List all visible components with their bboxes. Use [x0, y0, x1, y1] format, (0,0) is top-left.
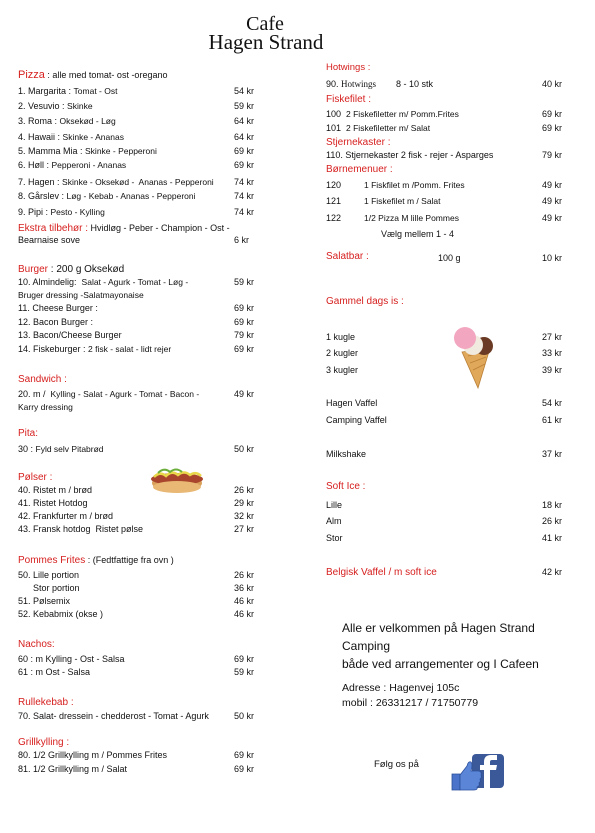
item-price: 69 kr	[234, 344, 255, 354]
item-price: 69 kr	[234, 654, 255, 664]
menu-item	[326, 516, 342, 526]
menu-item	[326, 213, 459, 223]
hotwings-title: Hotwings :	[326, 62, 371, 73]
item-name: 52. Kebabmix (okse )	[18, 609, 104, 619]
menu-item	[18, 583, 80, 593]
menu-item	[18, 654, 125, 664]
item-price: 69 kr	[234, 160, 255, 170]
item-name: 20. m /	[18, 389, 51, 399]
hotdog-image	[150, 461, 204, 495]
item-name: 121	[326, 196, 342, 206]
item-price: 74 kr	[234, 177, 255, 187]
menu-item	[326, 196, 441, 206]
hotwings-price: 40 kr	[542, 79, 563, 89]
salatbar-price: 10 kr	[542, 253, 563, 263]
contact-info	[342, 681, 478, 711]
facebook-like-icon[interactable]	[450, 752, 506, 792]
item-desc: 2 Fiskefiletter m/ Salat	[346, 123, 431, 133]
menu-item	[326, 348, 358, 358]
item-name: 10. Almindelig:	[18, 277, 82, 287]
item-price: 69 kr	[542, 109, 563, 119]
address: Adresse : Hagenvej 105c	[342, 682, 460, 694]
menu-item	[326, 449, 366, 459]
extra-line2: Bearnaise sove	[18, 235, 81, 245]
item-name: 100	[326, 109, 347, 119]
item-name: 42. Frankfurter m / brød	[18, 511, 114, 521]
menu-item	[18, 444, 104, 454]
item-name: 13. Bacon/Cheese Burger	[18, 330, 122, 340]
item-desc: Skinke	[67, 101, 93, 111]
item-price: 33 kr	[542, 348, 563, 358]
pommes-title: Pommes Frites	[18, 555, 86, 566]
cafe-name: Hagen Strand	[208, 30, 324, 54]
menu-item	[18, 750, 167, 760]
item-name: Stor portion	[18, 583, 80, 593]
item-name: 3 kugler	[326, 365, 359, 375]
gammel-title: Gammel dags is :	[326, 296, 404, 307]
item-desc: Skinke - Ananas	[62, 132, 124, 142]
item-price: 64 kr	[234, 132, 255, 142]
item-price: 54 kr	[542, 398, 563, 408]
item-desc: 1 Fiskfilet m /Pomm. Frites	[364, 180, 465, 190]
item-desc: Pepperoni - Ananas	[51, 160, 127, 170]
welcome-line-3: både ved arrangementer og I Cafeen	[342, 657, 539, 671]
item-name: 43. Fransk hotdog Ristet pølse	[18, 524, 144, 534]
item-name: Milkshake	[326, 449, 367, 459]
item-name: 1 kugle	[326, 332, 356, 342]
item-price: 69 kr	[234, 750, 255, 760]
menu-item	[18, 86, 117, 96]
grill-title: Grillkylling :	[18, 737, 70, 748]
item-price: 26 kr	[542, 516, 563, 526]
menu-item	[18, 667, 90, 677]
item-name: 40. Ristet m / brød	[18, 485, 93, 495]
item-price: 79 kr	[234, 330, 255, 340]
belgisk-price: 42 kr	[542, 567, 563, 577]
hotwings-desc: 8 - 10 stk	[396, 79, 434, 89]
item-price: 46 kr	[234, 596, 255, 606]
item-desc: Skinke - Oksekød - Ananas - Pepperoni	[62, 177, 214, 187]
menu-item	[18, 402, 73, 412]
menu-item	[18, 132, 124, 142]
item-price: 39 kr	[542, 365, 563, 375]
menu-item	[326, 109, 459, 119]
item-price: 27 kr	[542, 332, 563, 342]
item-desc: 1/2 Pizza M lille Pommes	[364, 213, 459, 223]
item-price: 18 kr	[542, 500, 563, 510]
menu-item	[326, 415, 387, 425]
item-price: 69 kr	[234, 764, 255, 774]
item-name: 30 :	[18, 444, 36, 454]
menu-item	[18, 303, 100, 313]
hotwings-row	[326, 79, 434, 89]
rullekebab-title: Rullekebab :	[18, 697, 74, 708]
menu-item	[326, 500, 342, 510]
item-desc: Salat - Agurk - Tomat - Løg -	[81, 277, 189, 287]
item-name: 14. Fiskeburger :	[18, 344, 89, 354]
item-desc: Tomat - Ost	[73, 86, 118, 96]
menu-item	[326, 123, 430, 133]
item-name: 51. Pølsemix	[18, 596, 71, 606]
menu-item	[326, 332, 355, 342]
belgisk-title: Belgisk Vaffel / m soft ice	[326, 567, 437, 578]
item-price: 59 kr	[234, 277, 255, 287]
born-title: Børnemenuer :	[326, 164, 393, 175]
item-price: 27 kr	[234, 524, 255, 534]
item-name: 110. Stjernekaster 2 fisk - rejer - Asparges	[326, 150, 494, 160]
softice-title: Soft Ice :	[326, 481, 366, 492]
item-name: 120	[326, 180, 342, 190]
menu-item	[18, 764, 127, 774]
born-note: Vælg mellem 1 - 4	[381, 229, 455, 239]
item-desc: Karry dressing	[18, 402, 73, 412]
item-price: 59 kr	[234, 101, 255, 111]
menu-item	[18, 101, 93, 111]
item-desc: 2 fisk - salat - lidt rejer	[88, 344, 172, 354]
salatbar-title: Salatbar :	[326, 251, 369, 262]
item-name: 70. Salat- dressein - chedderost - Tomat - Agurk	[18, 711, 209, 721]
salatbar-desc: 100 g	[438, 253, 461, 263]
item-name: 2. Vesuvio :	[18, 101, 68, 111]
item-price: 37 kr	[542, 449, 563, 459]
item-desc: Løg - Kebab - Ananas - Pepperoni	[66, 191, 196, 201]
menu-item	[326, 365, 358, 375]
item-desc: 1 Fiskefilet m / Salat	[364, 196, 441, 206]
item-name: 9. Pipi :	[18, 207, 51, 217]
item-name: 11. Cheese Burger :	[18, 303, 101, 313]
burger-subtitle: : 200 g Oksekød	[48, 264, 125, 275]
item-name: 4. Hawaii :	[18, 132, 63, 142]
menu-item	[18, 146, 157, 156]
extra-desc: Hvidløg - Peber - Champion - Ost -	[88, 223, 230, 233]
menu-item	[18, 177, 214, 187]
item-name: 81. 1/2 Grillkylling m / Salat	[18, 764, 128, 774]
menu-item	[18, 711, 209, 721]
item-price: 50 kr	[234, 711, 255, 721]
menu-item	[18, 277, 188, 287]
menu-item	[18, 389, 199, 399]
item-price: 41 kr	[542, 533, 563, 543]
item-price: 49 kr	[542, 196, 563, 206]
item-price: 26 kr	[234, 570, 255, 580]
pizza-title: Pizza	[18, 69, 45, 81]
item-desc: Pesto - Kylling	[50, 207, 105, 217]
welcome-line-2: Camping	[342, 639, 391, 653]
item-price: 69 kr	[234, 303, 255, 313]
item-price: 64 kr	[234, 116, 255, 126]
nachos-title: Nachos:	[18, 639, 55, 650]
menu-item	[326, 150, 493, 160]
item-desc: Fyld selv Pitabrød	[35, 444, 104, 454]
fiskefilet-title: Fiskefilet :	[326, 94, 372, 105]
sandwich-title: Sandwich :	[18, 374, 67, 385]
item-name: 60 : m Kylling - Ost - Salsa	[18, 654, 125, 664]
menu-item	[18, 160, 126, 170]
cafe-label: Cafe	[246, 13, 284, 35]
item-name: 1. Margarita :	[18, 86, 74, 96]
item-name: 80. 1/2 Grillkylling m / Pommes Frites	[18, 750, 168, 760]
menu-item	[18, 330, 122, 340]
extra-price: 6 kr	[234, 235, 250, 245]
item-price: 36 kr	[234, 583, 255, 593]
menu-item	[18, 485, 92, 495]
right-column	[326, 0, 571, 620]
follow-text: Følg os på	[374, 759, 419, 770]
menu-item	[18, 317, 96, 327]
phone: mobil : 26331217 / 71750779	[342, 697, 479, 709]
item-price: 49 kr	[542, 180, 563, 190]
menu-item	[18, 498, 88, 508]
item-price: 50 kr	[234, 444, 255, 454]
item-price: 54 kr	[234, 86, 255, 96]
item-price: 74 kr	[234, 191, 255, 201]
item-name: 6. Høll :	[18, 160, 52, 170]
extra-title: Ekstra tilbehør :	[18, 223, 89, 234]
menu-item	[18, 511, 113, 521]
item-price: 49 kr	[542, 213, 563, 223]
item-name: Alm	[326, 516, 342, 526]
item-name: Camping Vaffel	[326, 415, 387, 425]
menu-item	[18, 596, 70, 606]
item-name: Stor	[326, 533, 343, 543]
menu-item	[326, 398, 377, 408]
item-price: 69 kr	[234, 317, 255, 327]
item-price: 49 kr	[234, 389, 255, 399]
pommes-subtitle: : (Fedtfattige fra ovn )	[85, 555, 174, 565]
item-price: 26 kr	[234, 485, 255, 495]
menu-item	[326, 533, 343, 543]
stjerne-title: Stjernekaster :	[326, 137, 391, 148]
menu-item	[18, 116, 116, 126]
polser-title: Pølser :	[18, 472, 53, 483]
welcome-line-1: Alle er velkommen på Hagen Strand	[342, 621, 535, 635]
hotwings-number: 90.	[326, 79, 342, 89]
menu-item	[18, 609, 103, 619]
item-name: 50. Lille portion	[18, 570, 80, 580]
item-name: 61 : m Ost - Salsa	[18, 667, 91, 677]
menu-item	[18, 570, 79, 580]
pizza-heading	[18, 69, 167, 81]
item-price: 46 kr	[234, 609, 255, 619]
item-desc: Oksekød - Løg	[59, 116, 116, 126]
item-desc: 2 Fiskefiletter m/ Pomm.Frites	[346, 109, 459, 119]
item-name: 122	[326, 213, 342, 223]
item-name: Hagen Vaffel	[326, 398, 378, 408]
item-name: 7. Hagen :	[18, 177, 63, 187]
welcome-text	[342, 619, 539, 673]
item-name: 2 kugler	[326, 348, 359, 358]
menu-item	[18, 207, 105, 217]
menu-item	[18, 191, 196, 201]
item-name: 12. Bacon Burger :	[18, 317, 96, 327]
left-column	[18, 0, 268, 833]
item-price: 61 kr	[542, 415, 563, 425]
item-desc: Bruger dressing -Salatmayonaise	[18, 290, 144, 300]
menu-item	[326, 180, 465, 190]
item-price: 79 kr	[542, 150, 563, 160]
item-price: 69 kr	[542, 123, 563, 133]
pita-title: Pita:	[18, 428, 39, 439]
item-name: 101	[326, 123, 347, 133]
burger-heading	[18, 264, 124, 275]
extra-heading	[18, 223, 230, 234]
menu-item	[18, 524, 143, 534]
item-price: 69 kr	[234, 146, 255, 156]
item-desc: Kylling - Salat - Agurk - Tomat - Bacon -	[50, 389, 200, 399]
item-name: 3. Roma :	[18, 116, 60, 126]
burger-title: Burger	[18, 264, 49, 275]
item-desc: Skinke - Pepperoni	[85, 146, 157, 156]
item-name: 5. Mamma Mia :	[18, 146, 86, 156]
item-name: Lille	[326, 500, 343, 510]
menu-item	[18, 344, 171, 354]
hotwings-name: Hotwings	[341, 79, 377, 89]
menu-item	[18, 290, 144, 300]
item-name: 8. Gårslev :	[18, 191, 67, 201]
item-price: 59 kr	[234, 667, 255, 677]
item-price: 74 kr	[234, 207, 255, 217]
pizza-subtitle: : alle med tomat- ost -oregano	[44, 70, 168, 80]
item-name: 41. Ristet Hotdog	[18, 498, 88, 508]
item-price: 32 kr	[234, 511, 255, 521]
ice-cream-cone-icon	[450, 326, 494, 390]
item-price: 29 kr	[234, 498, 255, 508]
pommes-heading	[18, 555, 174, 566]
